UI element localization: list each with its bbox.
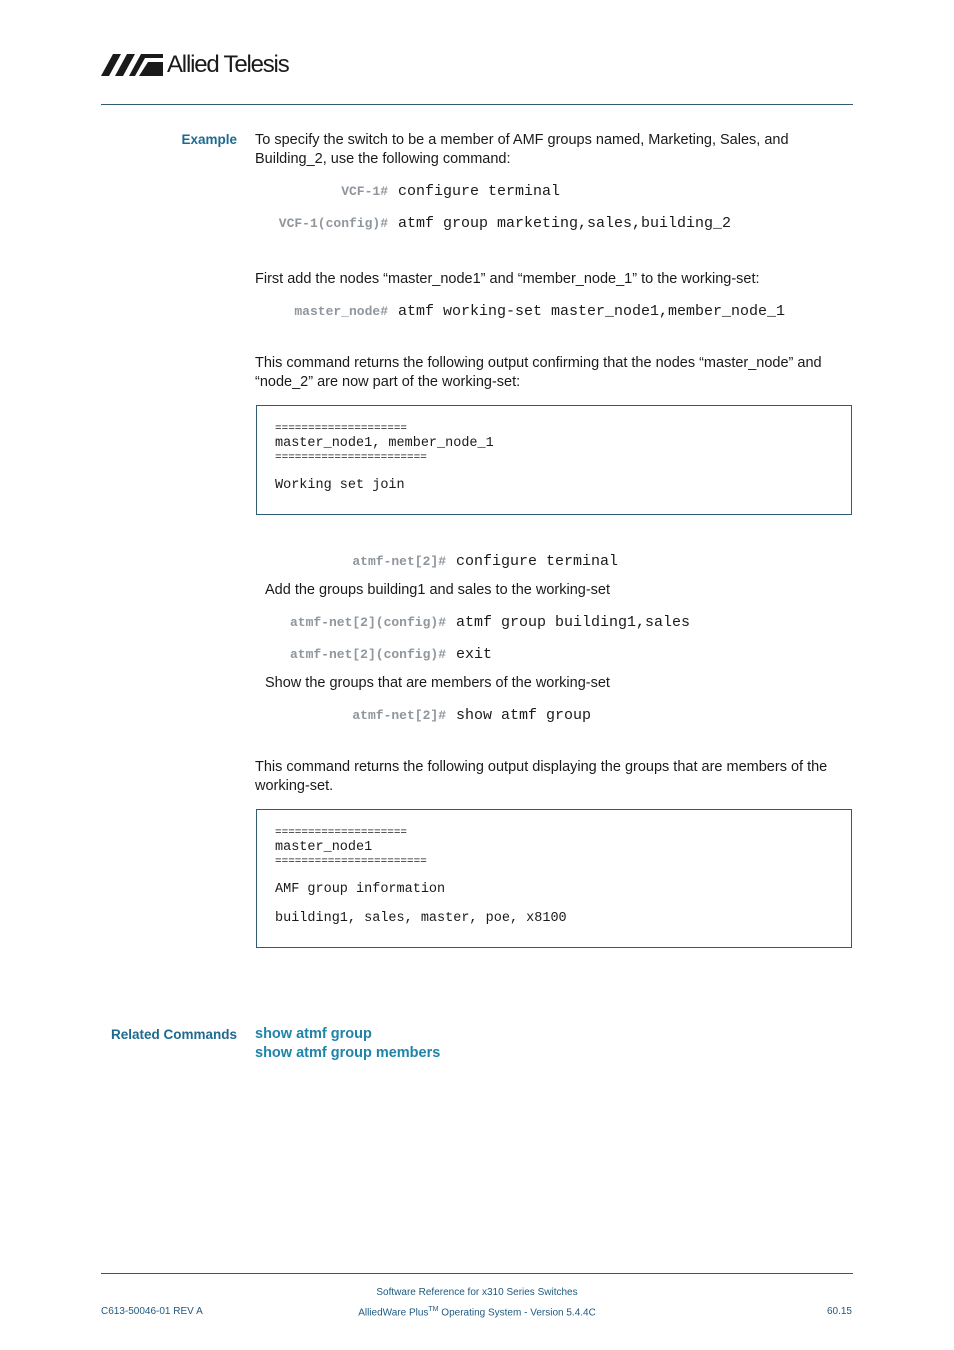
footer-doc-id: C613-50046-01 REV A — [101, 1306, 203, 1317]
command-line — [256, 303, 785, 320]
command-prompt: VCF-1# — [341, 184, 388, 199]
command-line — [256, 183, 560, 200]
output-box — [256, 405, 852, 515]
command-prompt: VCF-1(config)# — [278, 216, 388, 231]
command-line — [256, 614, 690, 631]
command-text: configure terminal — [398, 183, 561, 200]
example-label: Example — [181, 132, 237, 147]
footer-title: Software Reference for x310 Series Switches — [376, 1287, 578, 1298]
command-text: exit — [456, 646, 493, 663]
brand-name: Allied Telesis — [167, 51, 289, 78]
command-text: atmf group building1,sales — [456, 614, 691, 631]
footer-os-suffix: Operating System - Version 5.4.4C — [438, 1307, 596, 1319]
footer-rule — [101, 1273, 853, 1274]
command-line — [256, 553, 618, 570]
command-line — [256, 215, 731, 232]
link-show-atmf-group-members[interactable]: show atmf group members — [255, 1045, 441, 1061]
command-text: atmf group marketing,sales,building_2 — [398, 215, 732, 232]
command-prompt: atmf-net[2]# — [352, 708, 446, 723]
output-groups: building1, sales, master, poe, x8100 — [275, 911, 567, 926]
command-line — [256, 707, 591, 724]
separator-line: ==================== — [275, 827, 408, 839]
output-heading: AMF group information — [275, 882, 446, 897]
output-message: Working set join — [275, 478, 405, 493]
example-intro: To specify the switch to be a member of AMF groups named, Marketing, Sales, and Building_2, use the following command: — [255, 132, 789, 167]
paragraph-output-groups: This command returns the following output displaying the groups that are members of the working-set. — [255, 759, 828, 794]
allied-telesis-logo — [101, 50, 289, 80]
paragraph-output-confirm: This command returns the following output confirming that the nodes “master_node” and “node_2” are now part of the working-set: — [255, 355, 822, 390]
footer-os-prefix: AlliedWare Plus — [358, 1307, 429, 1319]
link-show-atmf-group[interactable]: show atmf group — [255, 1026, 372, 1042]
command-prompt: atmf-net[2]# — [352, 554, 446, 569]
command-prompt: atmf-net[2](config)# — [289, 615, 446, 630]
note-add-groups: Add the groups building1 and sales to the working-set — [265, 582, 610, 598]
command-text: atmf working-set master_node1,member_node_1 — [398, 303, 786, 320]
command-line — [256, 646, 492, 663]
command-text: show atmf group — [456, 707, 592, 724]
footer-page-number: 60.15 — [826, 1306, 852, 1317]
note-show-groups: Show the groups that are members of the working-set — [265, 675, 610, 691]
paragraph-working-set: First add the nodes “master_node1” and “member_node_1” to the working-set: — [255, 271, 760, 287]
output-node-line: master_node1 — [275, 840, 373, 855]
separator-line: ======================= — [275, 452, 427, 464]
logo-mark-icon — [101, 54, 163, 76]
footer-os-tm: TM — [428, 1306, 439, 1313]
related-commands-label: Related Commands — [110, 1027, 237, 1042]
separator-line: ==================== — [275, 423, 408, 435]
command-text: configure terminal — [456, 553, 619, 570]
separator-line: ======================= — [275, 856, 427, 868]
header-rule — [101, 104, 853, 105]
command-prompt: atmf-net[2](config)# — [289, 647, 446, 662]
output-box — [256, 809, 852, 948]
command-prompt: master_node# — [294, 304, 388, 319]
output-node-line: master_node1, member_node_1 — [275, 436, 494, 451]
